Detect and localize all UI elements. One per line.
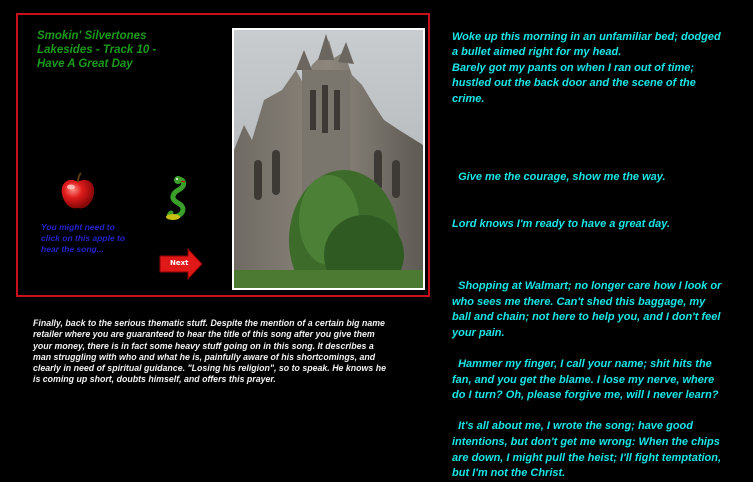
song-description [33, 318, 433, 386]
apple-icon[interactable] [58, 172, 98, 212]
lyrics-line: are down, I might pull the heist; I'll fight temptation, [452, 451, 722, 464]
lyrics-verse [452, 419, 752, 481]
next-button[interactable] [158, 247, 204, 281]
lyrics-line: hustled out the back door and the scene of the [452, 77, 696, 90]
description-line: Finally, back to the serious thematic stuff. Despite the mention of a certain big name [33, 318, 385, 328]
lyrics-line: Shopping at Walmart; no longer care how I look or [452, 280, 722, 293]
cathedral-photo [232, 28, 425, 290]
lyrics-line: your pain. [452, 326, 505, 339]
description-line: clearly in need of spiritual guidance. "Losing his religion", so to speak. He knows he [33, 363, 386, 374]
cathedral-image [234, 30, 423, 288]
lyrics-chorus [452, 139, 752, 264]
lyrics-verse [452, 279, 752, 341]
lyrics-line: Give me the courage, show me the way. [452, 170, 666, 183]
description-line: retailer where you are guaranteed to hear the title of this song after you give them [33, 329, 375, 340]
next-label: Next [170, 259, 189, 267]
song-title-line: Smokin' Silvertones [37, 30, 147, 42]
apple-hint [41, 222, 151, 255]
lyrics-line: who sees me there. Can't shed this baggage, my [452, 295, 706, 308]
apple-hint-line: You might need to [41, 222, 115, 232]
lyrics-line: Barely got my pants on when I ran out of time; [452, 61, 695, 74]
lyrics-line: a bullet aimed right for my head. [452, 46, 622, 59]
song-title [37, 29, 187, 71]
apple-hint-line: click on this apple to [41, 233, 126, 243]
lyrics-line: do I turn? Oh, please forgive me, will I never learn? [452, 389, 719, 402]
lyrics-line: but I'm not the Christ. [452, 467, 566, 480]
song-title-line: Lakesides - Track 10 - [37, 44, 157, 56]
description-line: is coming up short, doubts himself, and offers this prayer. [33, 374, 276, 385]
description-line: man struggling with who and what he is, painfully aware of his shortcomings, and [33, 351, 376, 362]
lyrics-line: ball and chain; not here to help you, and I don't feel [452, 311, 721, 324]
apple-hint-line: hear the song... [41, 244, 104, 254]
lyrics-line: fan, and you get the blame. I lose my nerve, where [452, 373, 715, 386]
snake-icon [164, 175, 192, 221]
lyrics-line: It's all about me, I wrote the song; have good [452, 420, 693, 433]
lyrics-line: Lord knows I'm ready to have a great day. [452, 217, 670, 230]
lyrics-line: crime. [452, 92, 485, 105]
lyrics-line: Woke up this morning in an unfamiliar bed; dodged [452, 30, 721, 43]
song-title-line: Have A Great Day [37, 58, 133, 70]
lyrics-line: intentions, but don't get me wrong: When the chips [452, 436, 720, 449]
lyrics-line: Hammer my finger, I call your name; shit hits the [452, 358, 712, 371]
song-lyrics [452, 14, 752, 482]
lyrics-verse [452, 357, 752, 404]
description-line: your money, there is in fact some heavy stuff going on in this song. It describes a [33, 340, 374, 351]
